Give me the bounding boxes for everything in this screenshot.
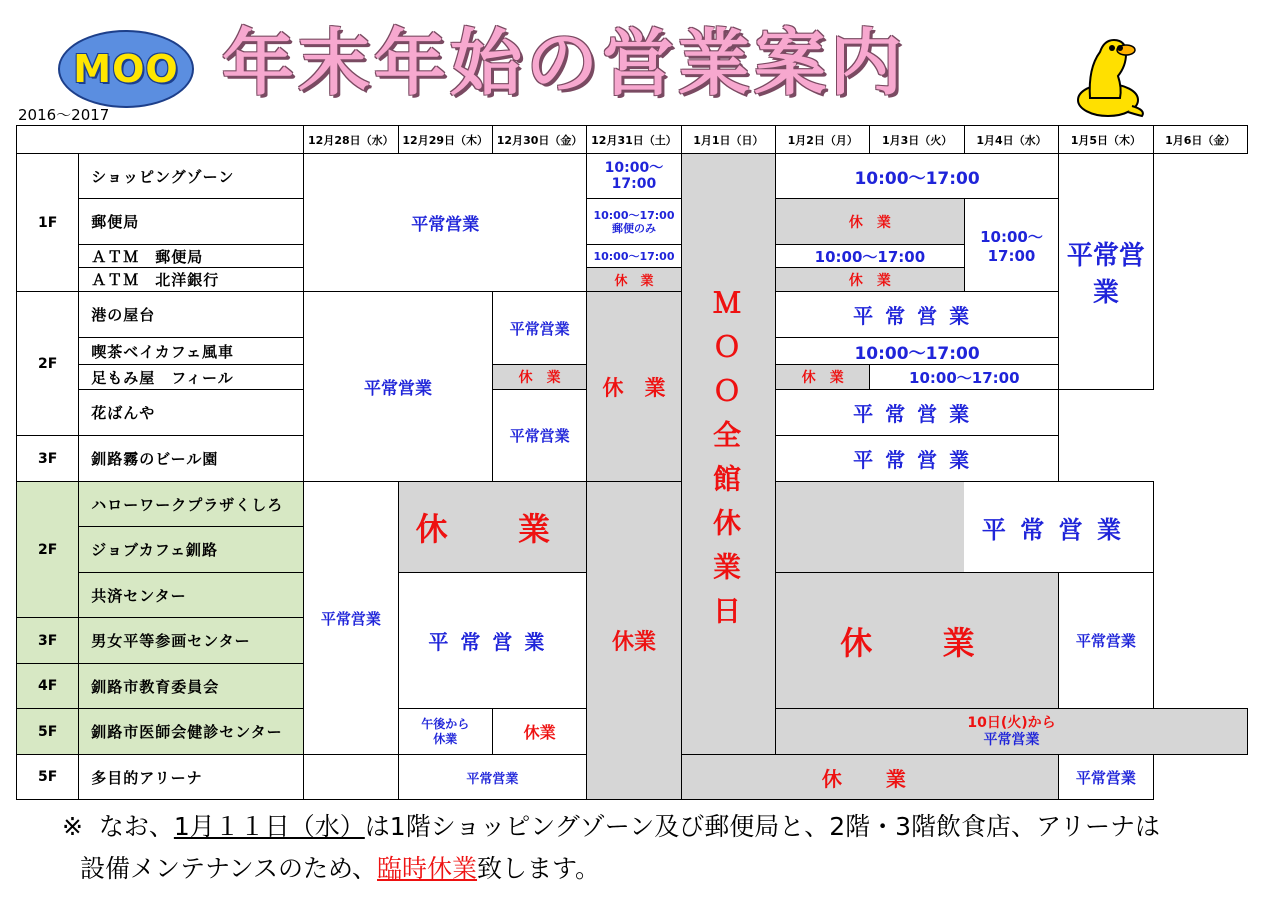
status-closed: 休 業	[776, 268, 965, 292]
moo-closed-label: ＭＯＯ全館休業日	[709, 288, 742, 640]
status-hours: 10:00～17:00	[964, 199, 1058, 292]
tenant-name: 喫茶ベイカフェ風車	[79, 338, 304, 365]
status-closed: 休 業	[776, 365, 870, 390]
floor-label: 5F	[17, 709, 79, 755]
status-normal: 平常営業	[776, 390, 1059, 436]
status-normal: 平常営業	[304, 154, 587, 292]
status-normal: 平常営業	[304, 292, 493, 482]
status-hours: 10:00～17:00	[587, 154, 681, 199]
status-closed: 休業	[492, 709, 586, 755]
status-normal: 平常営業	[1059, 154, 1153, 390]
status-hours: 10:00～17:00	[870, 365, 1059, 390]
tenant-name: ジョブカフェ釧路	[79, 527, 304, 573]
date-header: 1月2日（月）	[776, 126, 870, 154]
tenant-name: 釧路市教育委員会	[79, 664, 304, 709]
tenant-name: 足もみ屋 フィール	[79, 365, 304, 390]
moo-logo: MOO	[58, 30, 194, 108]
tenant-name: 花ばんや	[79, 390, 304, 436]
status-closed: 休 業	[776, 573, 1059, 709]
tenant-name: ショッピングゾーン	[79, 154, 304, 199]
floor-label: 2F	[17, 482, 79, 618]
status-closed: 休 業	[587, 292, 681, 482]
status-closed: 休 業	[587, 268, 681, 292]
floor-label: 4F	[17, 664, 79, 709]
blank-cell	[304, 755, 398, 800]
tenant-name: ＡＴＭ 郵便局	[79, 245, 304, 268]
status-normal: 平常営業	[1059, 755, 1153, 800]
status-afternoon-closed: 午後から 休業	[398, 709, 492, 755]
status-normal: 平常営業	[492, 390, 586, 482]
status-normal: 平常営業	[776, 436, 1059, 482]
tenant-name: 郵便局	[79, 199, 304, 245]
date-header: 1月5日（木）	[1059, 126, 1153, 154]
status-closed: 休 業	[776, 199, 965, 245]
temporary-closure: 臨時休業	[377, 854, 478, 883]
closed-area	[776, 482, 965, 573]
status-normal: 平常営業	[1059, 573, 1153, 709]
tenant-name: ＡＴＭ 北洋銀行	[79, 268, 304, 292]
date-header: 12月28日（水）	[304, 126, 398, 154]
status-from-10th: 10日(火)から 平常営業	[776, 709, 1248, 755]
floor-label: 3F	[17, 436, 79, 482]
tenant-name: 共済センター	[79, 573, 304, 618]
floor-label: 2F	[17, 292, 79, 436]
status-hours: 10:00～17:00	[776, 154, 1059, 199]
status-hours-post-only: 10:00～17:00 郵便のみ	[587, 199, 681, 245]
page-title: 年末年始の営業案内	[222, 21, 907, 105]
floor-label: 1F	[17, 154, 79, 292]
status-hours: 10:00～17:00	[776, 338, 1059, 365]
status-normal: 平常営業	[492, 292, 586, 365]
date-header: 12月29日（木）	[398, 126, 492, 154]
status-hours: 10:00～17:00	[776, 245, 965, 268]
date-header: 12月31日（土）	[587, 126, 681, 154]
floor-label: 3F	[17, 618, 79, 664]
footer-note: ※ なお、1月１１日（水）は1階ショッピングゾーン及び郵便局と、2階・3階飲食店、アリーナは 設備メンテナンスのため、臨時休業致します。	[62, 812, 1161, 883]
tenant-name: 釧路市医師会健診センター	[79, 709, 304, 755]
duck-mascot-icon	[1068, 28, 1148, 120]
tenant-name: 男女平等参画センター	[79, 618, 304, 664]
status-closed: 休業	[587, 482, 681, 800]
status-normal: 平常営業	[304, 482, 398, 755]
date-header: 1月6日（金）	[1153, 126, 1247, 154]
maintenance-date: 1月１１日（水）	[173, 812, 365, 841]
tenant-name: 釧路霧のビール園	[79, 436, 304, 482]
tenant-name: 港の屋台	[79, 292, 304, 338]
floor-label: 5F	[17, 755, 79, 800]
status-closed: 休 業	[492, 365, 586, 390]
date-header: 1月4日（水）	[964, 126, 1058, 154]
header-blank	[17, 126, 304, 154]
note-mark: ※	[62, 812, 83, 841]
year-range: 2016～2017	[18, 106, 110, 124]
status-normal: 平常営業	[398, 573, 587, 709]
date-header: 1月3日（火）	[870, 126, 964, 154]
status-normal: 平常営業	[398, 755, 587, 800]
tenant-name: ハローワークプラザくしろ	[79, 482, 304, 527]
status-closed: 休 業	[681, 755, 1059, 800]
date-header-row	[17, 126, 1248, 154]
date-header: 1月1日（日）	[681, 126, 775, 154]
tenant-name: 多目的アリーナ	[79, 755, 304, 800]
status-normal: 平常営業	[964, 482, 1153, 573]
status-normal: 平常営業	[776, 292, 1059, 338]
date-header: 12月30日（金）	[492, 126, 586, 154]
schedule-table	[16, 125, 1248, 800]
status-closed: 休 業	[398, 482, 587, 573]
status-hours: 10:00～17:00	[587, 245, 681, 268]
